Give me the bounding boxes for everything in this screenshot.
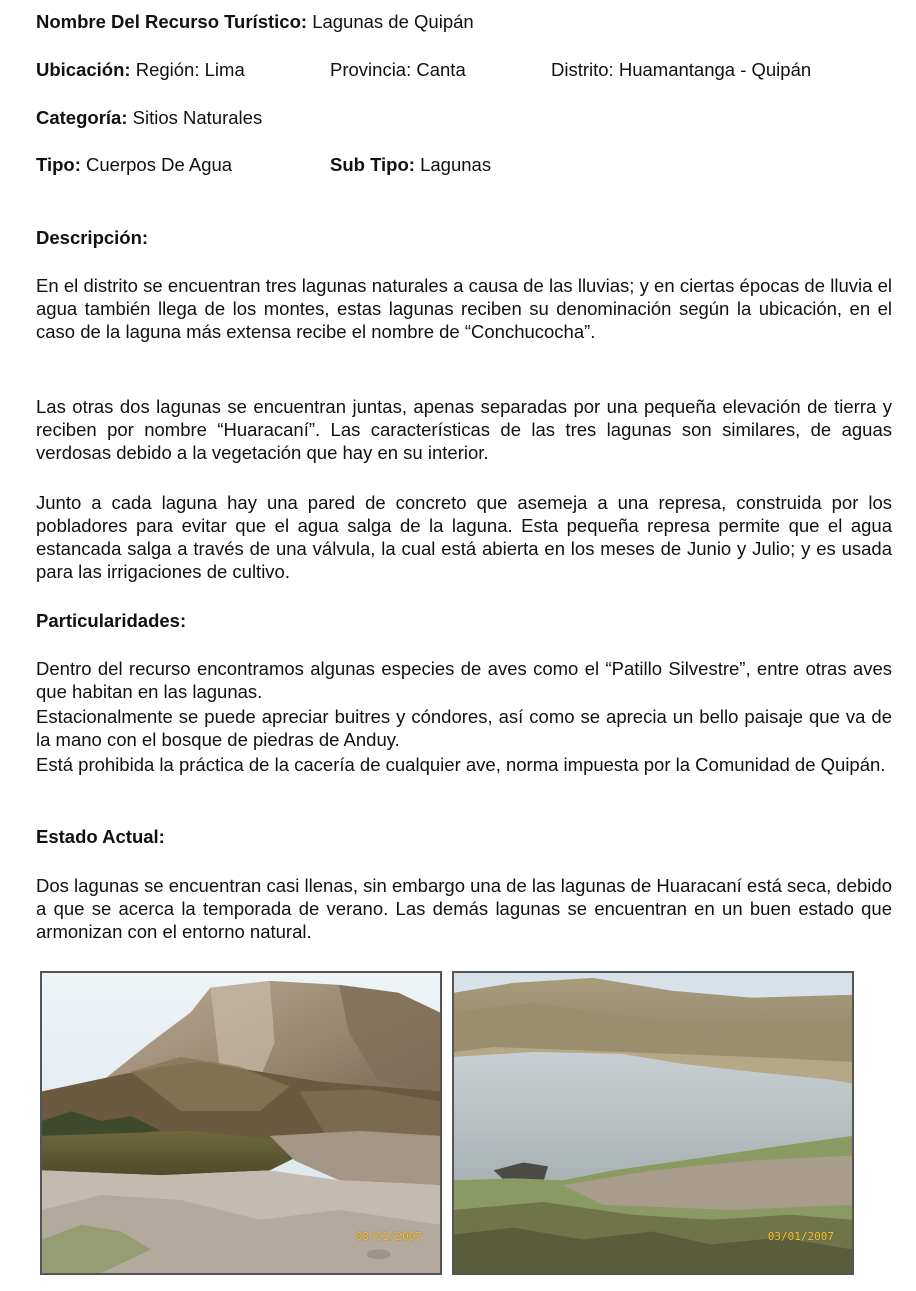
description-paragraph-2: Las otras dos lagunas se encuentran juntas, apenas separadas por una pequeña elevación de tierra y reciben por nombre “Huaracaní”. Las características de las tres lagunas son similares, de aguas verdosas debido a la vegetación que hay en su interior.: [36, 396, 892, 463]
current-state-paragraph: Dos lagunas se encuentran casi llenas, sin embargo una de las lagunas de Huaracaní está seca, debido a que se acerca la temporada de verano. Las demás lagunas se encuentran en un buen estado que armonizan con el entorno natural.: [36, 875, 892, 942]
district: Distrito: Huamantanga - Quipán: [551, 59, 812, 80]
subtype-line: [330, 153, 491, 176]
particularities-heading: Particularidades:: [36, 610, 187, 631]
particularities-paragraph-3: Está prohibida la práctica de la cacería de cualquier ave, norma impuesta por la Comunidad de Quipán.: [36, 754, 886, 775]
subtype-label: Sub Tipo:: [330, 154, 415, 175]
location-line: [36, 58, 245, 81]
resource-name-value: Lagunas de Quipán: [312, 11, 474, 32]
category-value: Sitios Naturales: [132, 107, 263, 128]
current-state-heading: Estado Actual:: [36, 826, 165, 847]
lagoon-cliff-illustration: [42, 973, 440, 1273]
description-heading: Descripción:: [36, 227, 149, 248]
photo-date-stamp: 03/01/2007: [767, 1230, 834, 1243]
subtype-value: Lagunas: [420, 154, 492, 175]
resource-name-line: [36, 10, 474, 33]
type-value: Cuerpos De Agua: [86, 154, 233, 175]
particularities-paragraph-2: Estacionalmente se puede apreciar buitres y cóndores, así como se aprecia un bello paisaje que va de la mano con el bosque de piedras de Anduy.: [36, 706, 892, 750]
category-line: [36, 106, 262, 129]
location-label: Ubicación:: [36, 59, 131, 80]
province: Provincia: Canta: [330, 59, 466, 80]
resource-name-label: Nombre Del Recurso Turístico:: [36, 11, 308, 32]
description-paragraph-3: Junto a cada laguna hay una pared de concreto que asemeja a una represa, construida por los pobladores para evitar que el agua salga de la laguna. Esta pequeña represa permite que el agua estancada salga a través de una válvula, la cual está abierta en los meses de Junio y Julio; y es usada para las irrigaciones de cultivo.: [36, 492, 892, 582]
region-label: Región: [135, 59, 195, 80]
lagoon-cliff-photo: [40, 971, 442, 1275]
particularities-paragraph-1: Dentro del recurso encontramos algunas especies de aves como el “Patillo Silvestre”, entre otras aves que habitan en las lagunas.: [36, 658, 892, 702]
description-paragraph-1: En el distrito se encuentran tres lagunas naturales a causa de las lluvias; y en ciertas épocas de lluvia el agua también llega de los montes, estas lagunas reciben su denominación según la ubicación, en el caso de la laguna más extensa recibe el nombre de “Conchucocha”.: [36, 275, 892, 342]
lagoon-shore-photo: [452, 971, 854, 1275]
category-label: Categoría:: [36, 107, 128, 128]
type-line: [36, 153, 232, 176]
lagoon-shore-illustration: [454, 973, 852, 1273]
photo-date-stamp: 03/01/2007: [355, 1230, 422, 1243]
region-value: : Lima: [194, 59, 245, 80]
type-label: Tipo:: [36, 154, 81, 175]
